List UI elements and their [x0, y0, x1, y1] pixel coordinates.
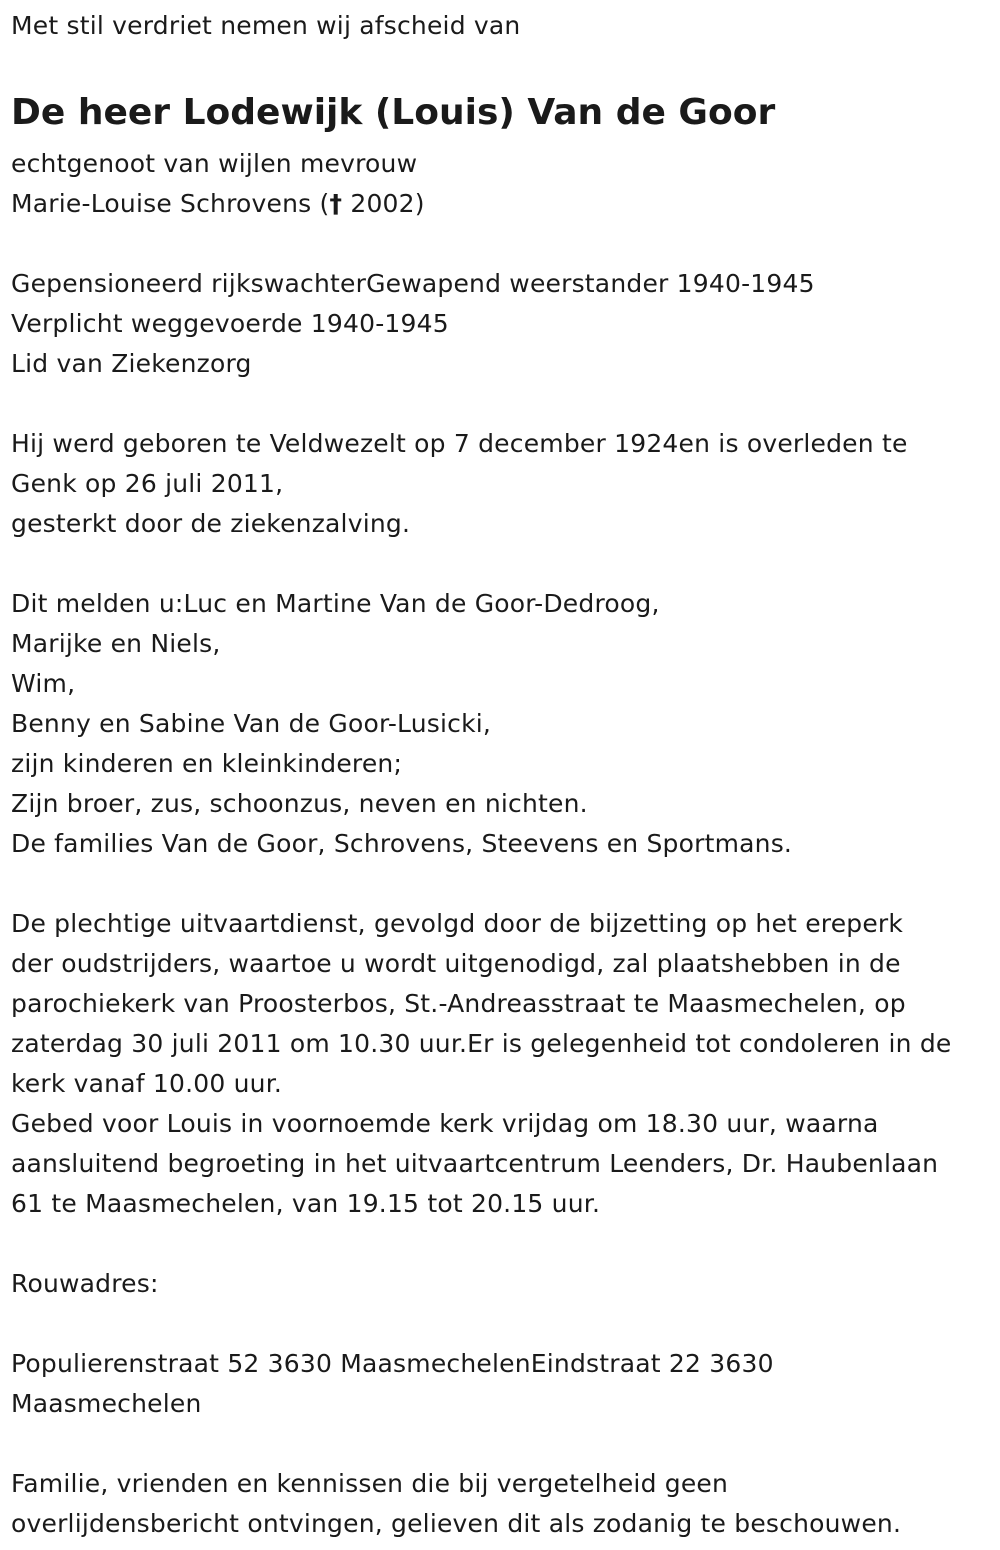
- intro-text: Met stil verdriet nemen wij afscheid van: [11, 11, 521, 40]
- titles-section: [11, 264, 990, 384]
- service-line: aansluitend begroeting in het uitvaartcentrum Leenders, Dr. Haubenlaan: [11, 1149, 939, 1178]
- service-line: zaterdag 30 juli 2011 om 10.30 uur.Er is gelegenheid tot condoleren in de: [11, 1029, 952, 1058]
- service-line: Gebed voor Louis in voornoemde kerk vrijdag om 18.30 uur, waarna: [11, 1109, 879, 1138]
- birth-line: Genk op 26 juli 2011,: [11, 469, 284, 498]
- family-line: Marijke en Niels,: [11, 629, 221, 658]
- address-line: Populierenstraat 52 3630 MaasmechelenEindstraat 22 3630: [11, 1349, 774, 1378]
- service-line: 61 te Maasmechelen, van 19.15 tot 20.15 uur.: [11, 1189, 601, 1218]
- address-line: Maasmechelen: [11, 1389, 202, 1418]
- spacer: [11, 224, 990, 264]
- birth-line: Hij werd geboren te Veldwezelt op 7 december 1924en is overleden te: [11, 429, 908, 458]
- spouse-section: [11, 144, 990, 224]
- birth-line: gesterkt door de ziekenzalving.: [11, 509, 411, 538]
- spacer: [11, 1224, 990, 1264]
- family-line: Benny en Sabine Van de Goor-Lusicki,: [11, 709, 492, 738]
- address-label: Rouwadres:: [11, 1269, 159, 1298]
- spouse-death-year: 2002): [342, 189, 425, 218]
- service-line: der oudstrijders, waartoe u wordt uitgenodigd, zal plaatshebben in de: [11, 949, 901, 978]
- service-line: parochiekerk van Proosterbos, St.-Andreasstraat te Maasmechelen, op: [11, 989, 906, 1018]
- spacer: [11, 384, 990, 424]
- family-section: [11, 584, 990, 864]
- service-line: De plechtige uitvaartdienst, gevolgd door de bijzetting op het ereperk: [11, 909, 904, 938]
- spacer: [11, 1424, 990, 1464]
- closing-section: [11, 1464, 990, 1544]
- title-line: Verplicht weggevoerde 1940-1945: [11, 309, 449, 338]
- title-line: Gepensioneerd rijkswachterGewapend weerstander 1940-1945: [11, 269, 815, 298]
- birth-death-section: [11, 424, 990, 544]
- service-section: [11, 904, 990, 1224]
- closing-line: Familie, vrienden en kennissen die bij vergetelheid geen: [11, 1469, 729, 1498]
- cross-icon: †: [329, 189, 343, 218]
- spouse-name-line: [11, 184, 990, 224]
- spouse-line: echtgenoot van wijlen mevrouw: [11, 149, 418, 178]
- spacer: [11, 864, 990, 904]
- service-line: kerk vanaf 10.00 uur.: [11, 1069, 283, 1098]
- closing-line: overlijdensbericht ontvingen, gelieven dit als zodanig te beschouwen.: [11, 1509, 902, 1538]
- family-line: Zijn broer, zus, schoonzus, neven en nichten.: [11, 789, 588, 818]
- address-section: [11, 1344, 990, 1424]
- family-line: De families Van de Goor, Schrovens, Steevens en Sportmans.: [11, 829, 793, 858]
- family-line: Wim,: [11, 669, 76, 698]
- family-line: zijn kinderen en kleinkinderen;: [11, 749, 403, 778]
- spacer: [11, 544, 990, 584]
- deceased-name-title: De heer Lodewijk (Louis) Van de Goor: [11, 92, 776, 133]
- title-line: Lid van Ziekenzorg: [11, 349, 252, 378]
- spacer: [11, 1304, 990, 1344]
- spouse-name: Marie-Louise Schrovens (: [11, 189, 330, 218]
- family-line: Dit melden u:Luc en Martine Van de Goor-Dedroog,: [11, 589, 660, 618]
